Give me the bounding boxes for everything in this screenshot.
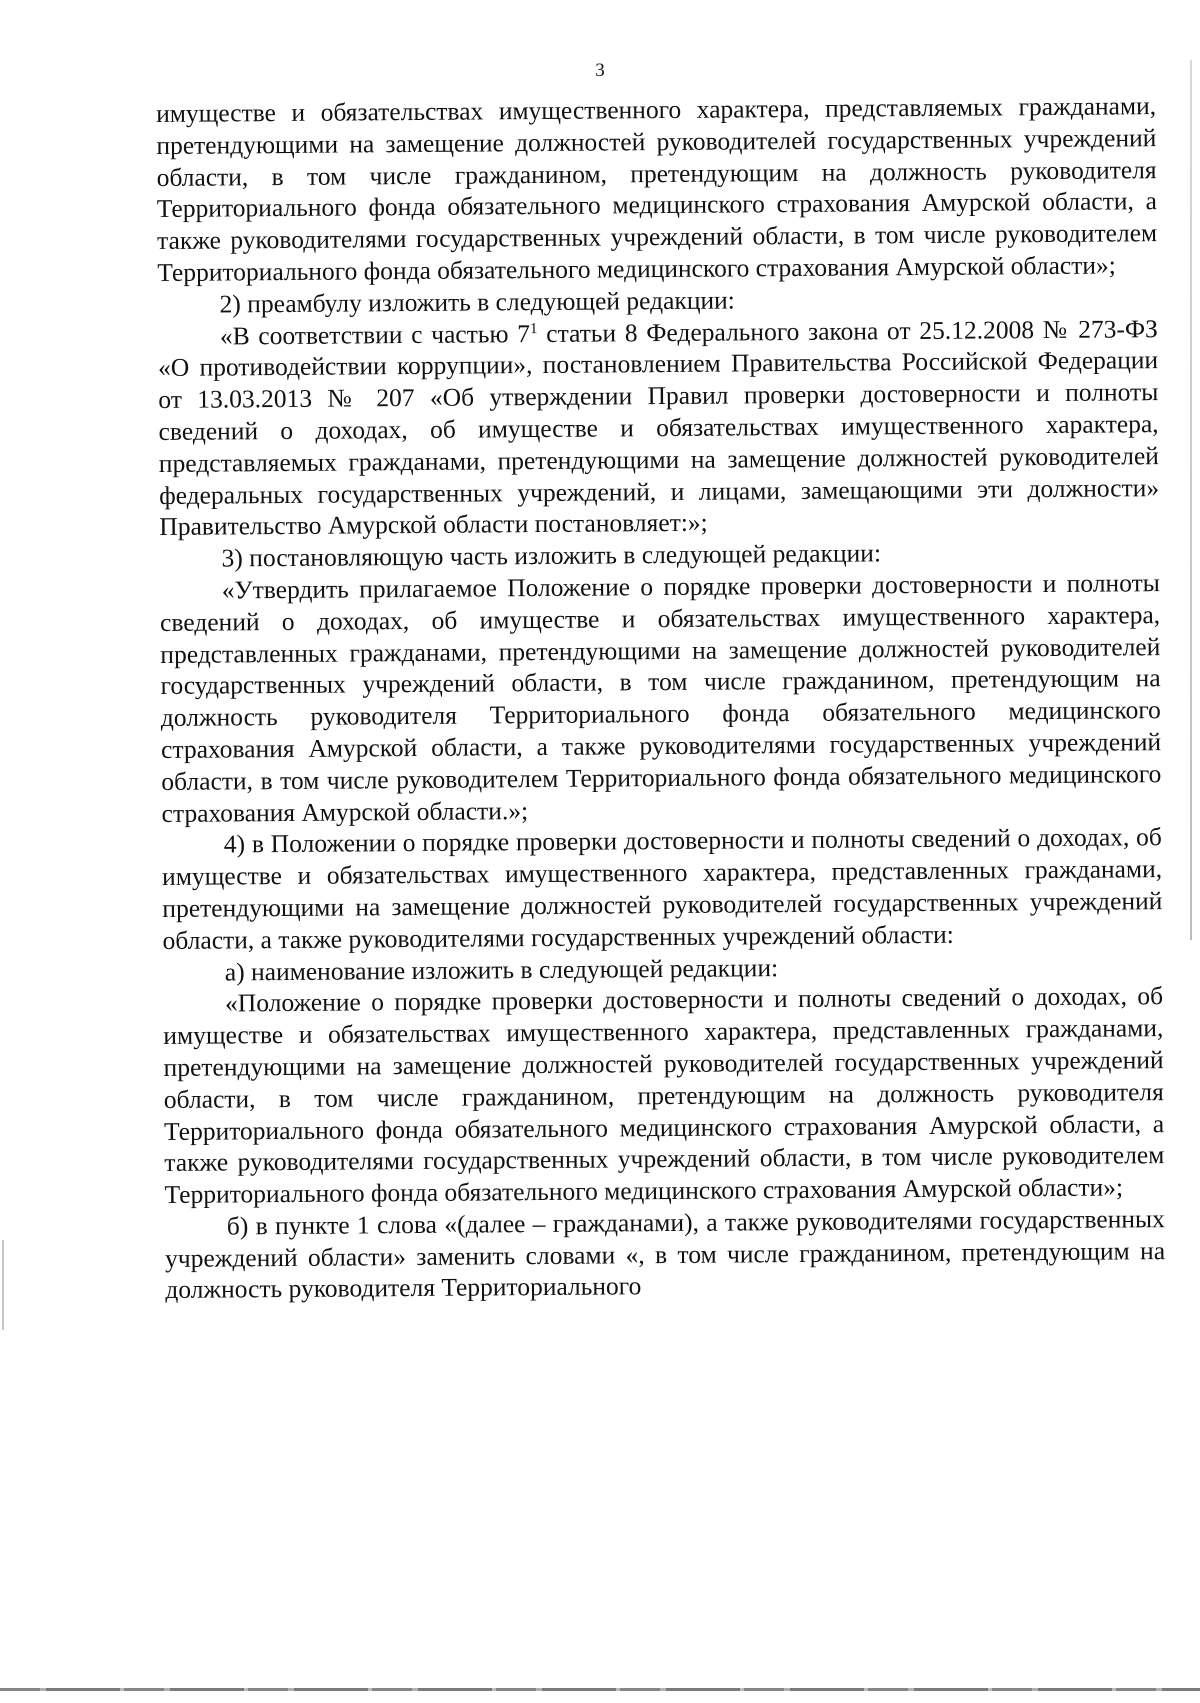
paragraph-item-4b: б) в пункте 1 слова «(далее – гражданами), а также руководителями государственных учреждений области» заменить словами «, в том числе гражданином, претендующим на должность руководителя Территориального (164, 1204, 1166, 1305)
paragraph-preamble-text (158, 313, 1160, 543)
preamble-text-end: статьи 8 Федерального закона от 25.12.2008 № 273-ФЗ «О противодействии коррупции», постановлением Правительства Российской Федерации от 13.03.2013 № 207 «Об утверждении Правил проверки достоверности и полноты сведений о доходах, об имуществе и обязательствах имущественного характера, представляемых гражданами, претендующими на замещение должностей руководителей федеральных государственных учреждений, и лицами, замещающими эти должности» Правительство Амурской области постановляет:»; (158, 313, 1160, 542)
scan-bottom-border (0, 1688, 1200, 1691)
page-number: 3 (595, 60, 605, 81)
document-body (156, 90, 1165, 1306)
paragraph-item-4a: а) наименование изложить в следующей редакции: (224, 952, 779, 987)
preamble-text-start: «В соответствии с частью 7 (219, 318, 531, 351)
paragraph-item-2: 2) преамбулу изложить в следующей редакции: (219, 285, 735, 319)
superscript-mark: 1 (529, 320, 538, 337)
scan-edge-shadow (1190, 60, 1192, 940)
paragraph-continuation: имуществе и обязательствах имущественного характера, представляемых гражданами, претендующими на замещение должностей руководителей государственных учреждений области, в том числе гражданином, претендующим на должность руководителя Территориального фонда обязательного медицинского страхования Амурской области, а также руководителями государственных учреждений области, в том числе руководителем Территориального фонда обязательного медицинского страхования Амурской области»; (156, 91, 1158, 287)
paragraph-item-3: 3) постановляющую часть изложить в следующей редакции: (221, 538, 882, 573)
paragraph-title-text: «Положение о порядке проверки достоверности и полноты сведений о доходах, об имуществе и обязательствах имущественного характера, представленных гражданами, претендующими на замещение должностей руководителей государственных учреждений области, в том числе гражданином, претендующим на должность руководителя Территориального фонда обязательного медицинского страхования Амурской области, а также руководителями государственных учреждений области, в том числе руководителем Территориального фонда обязательного медицинского страхования Амурской области»; (163, 981, 1165, 1210)
paragraph-item-4: 4) в Положении о порядке проверки достоверности и полноты сведений о доходах, об имуществе и обязательствах имущественного характера, представленных гражданами, претендующими на замещение должностей руководителей государственных учреждений области, а также руководителями государственных учреждений области: (162, 822, 1163, 955)
scan-edge-mark (2, 1240, 4, 1330)
paragraph-approve-text: «Утвердить прилагаемое Положение о порядке проверки достоверности и полноты сведений о доходах, об имуществе и обязательствах имущественного характера, представленных гражданами, претендующими на замещение должностей руководителей государственных учреждений области, в том числе гражданином, претендующим на должность руководителя Территориального фонда обязательного медицинского страхования Амурской области, а также руководителями государственных учреждений области, в том числе руководителем Территориального фонда обязательного медицинского страхования Амурской области.»; (160, 568, 1162, 828)
